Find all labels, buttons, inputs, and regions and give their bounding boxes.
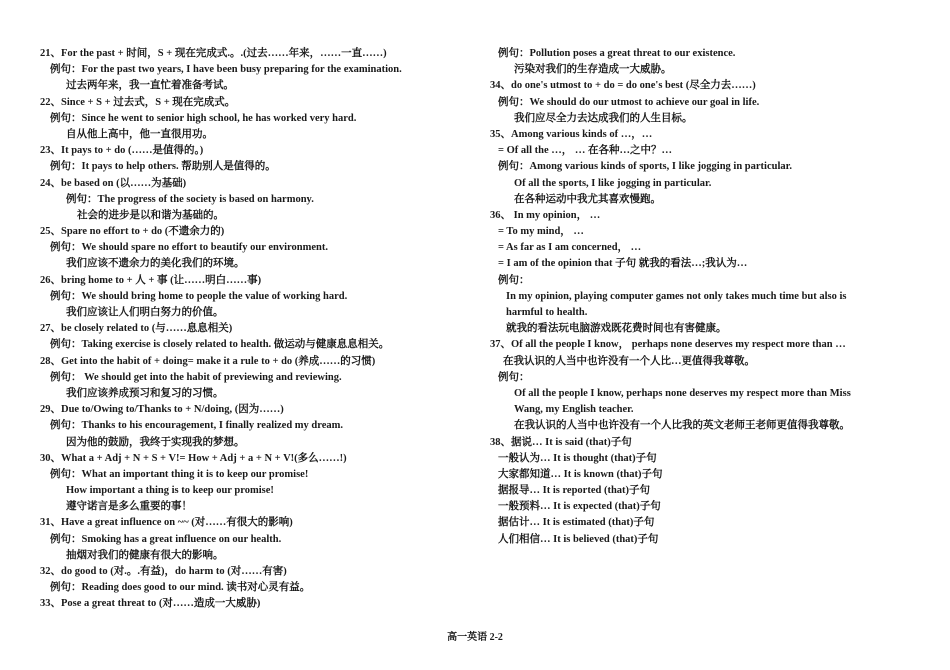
text-line: 据报导… It is reported (that)子句 (498, 485, 651, 497)
text-line: 一般预料… It is expected (that)子句 (498, 501, 661, 513)
text-line: Of all the people I know, perhaps none deserves my respect more than Miss (514, 387, 851, 399)
text-line: 社会的进步是以和谐为基础的。 (77, 209, 224, 221)
text-line: 32、do good to (对.。.有益)，do harm to (对……有害) (40, 566, 287, 577)
text-line: 例句：We should do our utmost to achieve our goal in life. (498, 96, 760, 108)
text-line: 我们应该养成预习和复习的习惯。 (66, 387, 224, 399)
text-line: 24、be based on (以……为基础) (40, 177, 187, 189)
text-line: How important a thing is to keep our promise! (66, 485, 274, 497)
text-line: 28、Get into the habit of + doing= make it a rule to + do (养成……的习惯) (40, 355, 376, 367)
text-line: 例句： (498, 274, 530, 286)
text-line: 例句：We should bring home to people the value of working hard. (50, 290, 348, 302)
text-line: 35、Among various kinds of …，… (490, 128, 653, 140)
text-line: 例句：Thanks to his encouragement, I finally realized my dream. (50, 420, 344, 432)
text-line: 大家都知道… It is known (that)子句 (498, 468, 663, 480)
text-line: 38、据说… It is said (that)子句 (490, 436, 632, 448)
text-line: 抽烟对我们的健康有很大的影响。 (66, 549, 224, 561)
text-line: 人们相信… It is believed (that)子句 (498, 533, 659, 545)
text-line: 在各种运动中我尤其喜欢慢跑。 (514, 193, 661, 205)
text-line: 例句：The progress of the society is based on harmony. (66, 193, 314, 205)
text-line: Of all the sports, I like jogging in particular. (514, 177, 712, 189)
text-line: 26、bring home to + 人 + 事 (让……明白……事) (40, 274, 262, 286)
text-line: 据估计… It is estimated (that)子句 (498, 517, 655, 529)
text-line: 例句：Since he went to senior high school, he has worked very hard. (50, 112, 357, 124)
text-line: 例句：What an important thing it is to keep our promise! (50, 468, 309, 480)
text-line: 36、 In my opinion， … (490, 209, 601, 221)
text-line: 31、Have a great influence on ~~ (对……有很大的影响) (40, 517, 293, 529)
text-line: 29、Due to/Owing to/Thanks to + N/doing, (因为……) (40, 404, 284, 416)
text-line: 遵守诺言是多么重要的事！ (66, 501, 192, 513)
text-line: 例句：Among various kinds of sports, I like jogging in particular. (498, 161, 792, 173)
text-line: 30、What a + Adj + N + S + V!= How + Adj + a + N + V!(多么……!) (40, 452, 347, 464)
text-line: = I am of the opinion that 子句 就我的看法…;我认为… (498, 258, 748, 270)
text-line: 例句：Taking exercise is closely related to health. 做运动与健康息息相关。 (50, 339, 390, 351)
text-line: 一般认为… It is thought (that)子句 (498, 452, 657, 464)
text-line: = Of all the …， … 在各种…之中？… (498, 145, 672, 157)
text-line: = To my mind， … (498, 226, 584, 238)
text-line: 22、Since + S + 过去式，S + 现在完成式。 (40, 96, 236, 108)
text-line: 我们应尽全力去达成我们的人生目标。 (514, 112, 693, 124)
text-line: 例句：Pollution poses a great threat to our existence. (498, 48, 736, 59)
text-line: 就我的看法玩电脑游戏既花费时间也有害健康。 (506, 323, 727, 335)
text-line: In my opinion, playing computer games not only takes much time but also is (506, 290, 847, 302)
text-line: harmful to health. (506, 307, 588, 318)
text-line: 23、It pays to + do (……是值得的。) (40, 145, 204, 157)
text-line: 例句：Smoking has a great influence on our health. (50, 533, 282, 545)
text-line: 21、For the past + 时间，S + 现在完成式.。.(过去……年来，……一直……) (40, 48, 387, 59)
text-line: 37、Of all the people I know， perhaps none deserves my respect more than … (490, 339, 846, 351)
text-line: 25、Spare no effort to + do (不遗余力的) (40, 226, 225, 238)
text-line: 33、Pose a great threat to (对……造成一大威胁) (40, 598, 261, 610)
text-line: 污染对我们的生存造成一大威胁。 (514, 64, 672, 76)
text-line: 例句： We should get into the habit of previewing and reviewing. (50, 371, 342, 383)
text-line: 例句： (498, 371, 530, 383)
page-footer: 高一英语 2-2 (447, 632, 503, 643)
left-column (40, 46, 480, 613)
text-line: 我们应该不遗余力的美化我们的环境。 (66, 258, 245, 270)
text-line: 例句：We should spare no effort to beautify our environment. (50, 242, 328, 254)
text-line: 在我认识的人当中也许没有一个人比我的英文老师王老师更值得我尊敬。 (514, 420, 850, 432)
text-line: Wang, my English teacher. (514, 404, 634, 416)
text-line: 34、do one's utmost to + do = do one's best (尽全力去……) (490, 80, 756, 92)
text-line: 我们应该让人们明白努力的价值。 (66, 307, 224, 318)
text-line: 因为他的鼓励，我终于实现我的梦想。 (66, 436, 245, 448)
text-line: 自从他上高中，他一直很用功。 (66, 128, 213, 140)
right-column (490, 46, 910, 548)
text-line: 例句：It pays to help others. 帮助别人是值得的。 (50, 161, 276, 173)
text-line: 例句：For the past two years, I have been busy preparing for the examination. (50, 64, 402, 76)
text-line: 过去两年来，我一直忙着准备考试。 (66, 80, 234, 92)
text-line: 27、be closely related to (与……息息相关) (40, 323, 233, 335)
text-line: 例句：Reading does good to our mind. 读书对心灵有益。 (50, 582, 311, 594)
text-line: 在我认识的人当中也许没有一个人比…更值得我尊敬。 (503, 355, 755, 367)
text-line: = As far as I am concerned， … (498, 242, 642, 254)
